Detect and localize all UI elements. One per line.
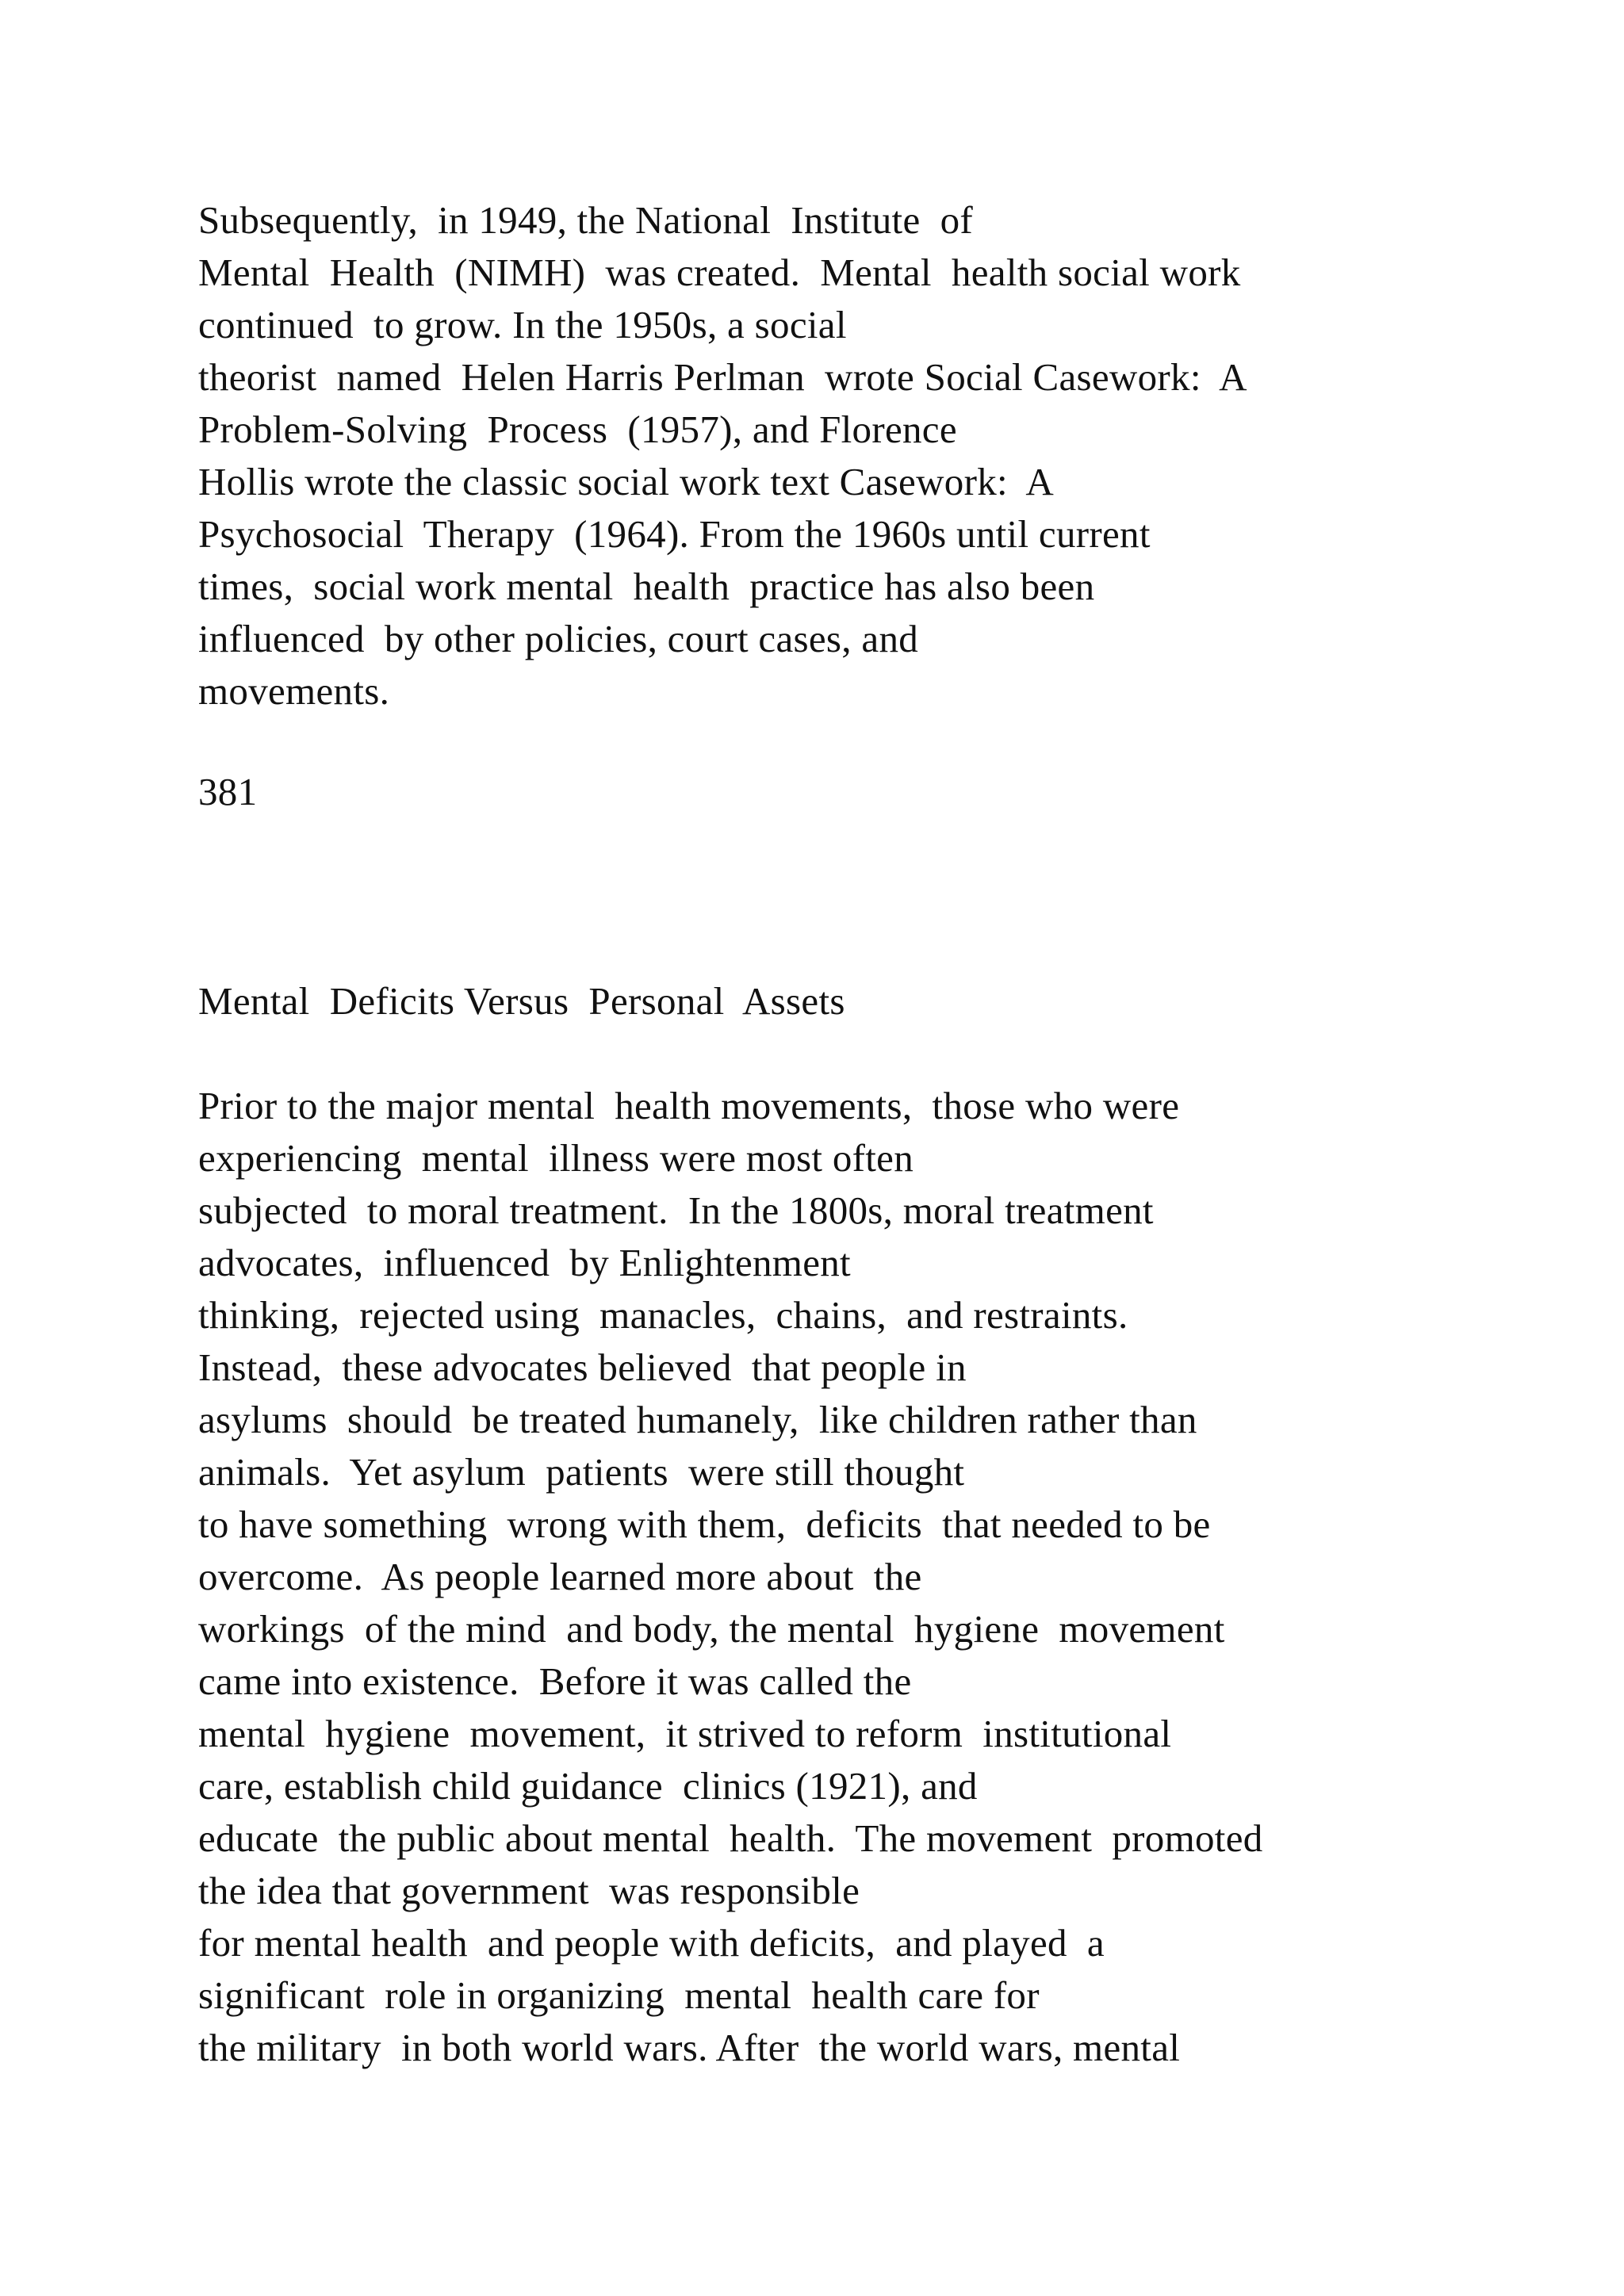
- text-line: care, establish child guidance clinics (1921), and: [198, 1764, 978, 1808]
- text-line: Mental Health (NIMH) was created. Mental health social work: [198, 251, 1241, 294]
- text-line: animals. Yet asylum patients were still thought: [198, 1450, 965, 1494]
- section-heading: [198, 975, 1546, 1027]
- text-line: came into existence. Before it was called the: [198, 1659, 912, 1703]
- page-number: [198, 766, 1546, 818]
- text-line: significant role in organizing mental health care for: [198, 1973, 1040, 2017]
- text-line: the idea that government was responsible: [198, 1869, 860, 1912]
- text-line: influenced by other policies, court cases, and: [198, 617, 919, 660]
- text-line: the military in both world wars. After the world wars, mental: [198, 2026, 1181, 2069]
- text-line: times, social work mental health practice has also been: [198, 564, 1095, 608]
- text-line: asylums should be treated humanely, like children rather than: [198, 1398, 1197, 1441]
- paragraph-nimh-history: [198, 194, 1546, 718]
- text-line: mental hygiene movement, it strived to reform institutional: [198, 1712, 1172, 1755]
- text-line: theorist named Helen Harris Perlman wrote Social Casework: A: [198, 355, 1247, 399]
- text-line: experiencing mental illness were most often: [198, 1136, 914, 1180]
- text-line: continued to grow. In the 1950s, a social: [198, 303, 847, 346]
- paragraph-moral-treatment: [198, 1080, 1546, 2074]
- text-line: Subsequently, in 1949, the National Institute of: [198, 198, 974, 242]
- page-number-text: 381: [198, 770, 258, 813]
- text-line: educate the public about mental health. The movement promoted: [198, 1816, 1263, 1860]
- text-line: to have something wrong with them, deficits that needed to be: [198, 1502, 1211, 1546]
- text-line: subjected to moral treatment. In the 1800s, moral treatment: [198, 1188, 1154, 1232]
- section-heading-text: Mental Deficits Versus Personal Assets: [198, 979, 845, 1023]
- text-line: Hollis wrote the classic social work text Casework: A: [198, 460, 1055, 503]
- text-line: movements.: [198, 669, 390, 713]
- text-line: workings of the mind and body, the mental hygiene movement: [198, 1607, 1225, 1651]
- text-line: for mental health and people with deficits, and played a: [198, 1921, 1105, 1965]
- text-line: Instead, these advocates believed that people in: [198, 1345, 967, 1389]
- text-line: overcome. As people learned more about the: [198, 1555, 922, 1598]
- text-line: advocates, influenced by Enlightenment: [198, 1241, 851, 1284]
- text-line: Prior to the major mental health movements, those who were: [198, 1084, 1180, 1127]
- text-line: Psychosocial Therapy (1964). From the 1960s until current: [198, 512, 1151, 556]
- text-line: Problem-Solving Process (1957), and Florence: [198, 408, 957, 451]
- text-line: thinking, rejected using manacles, chains, and restraints.: [198, 1293, 1128, 1337]
